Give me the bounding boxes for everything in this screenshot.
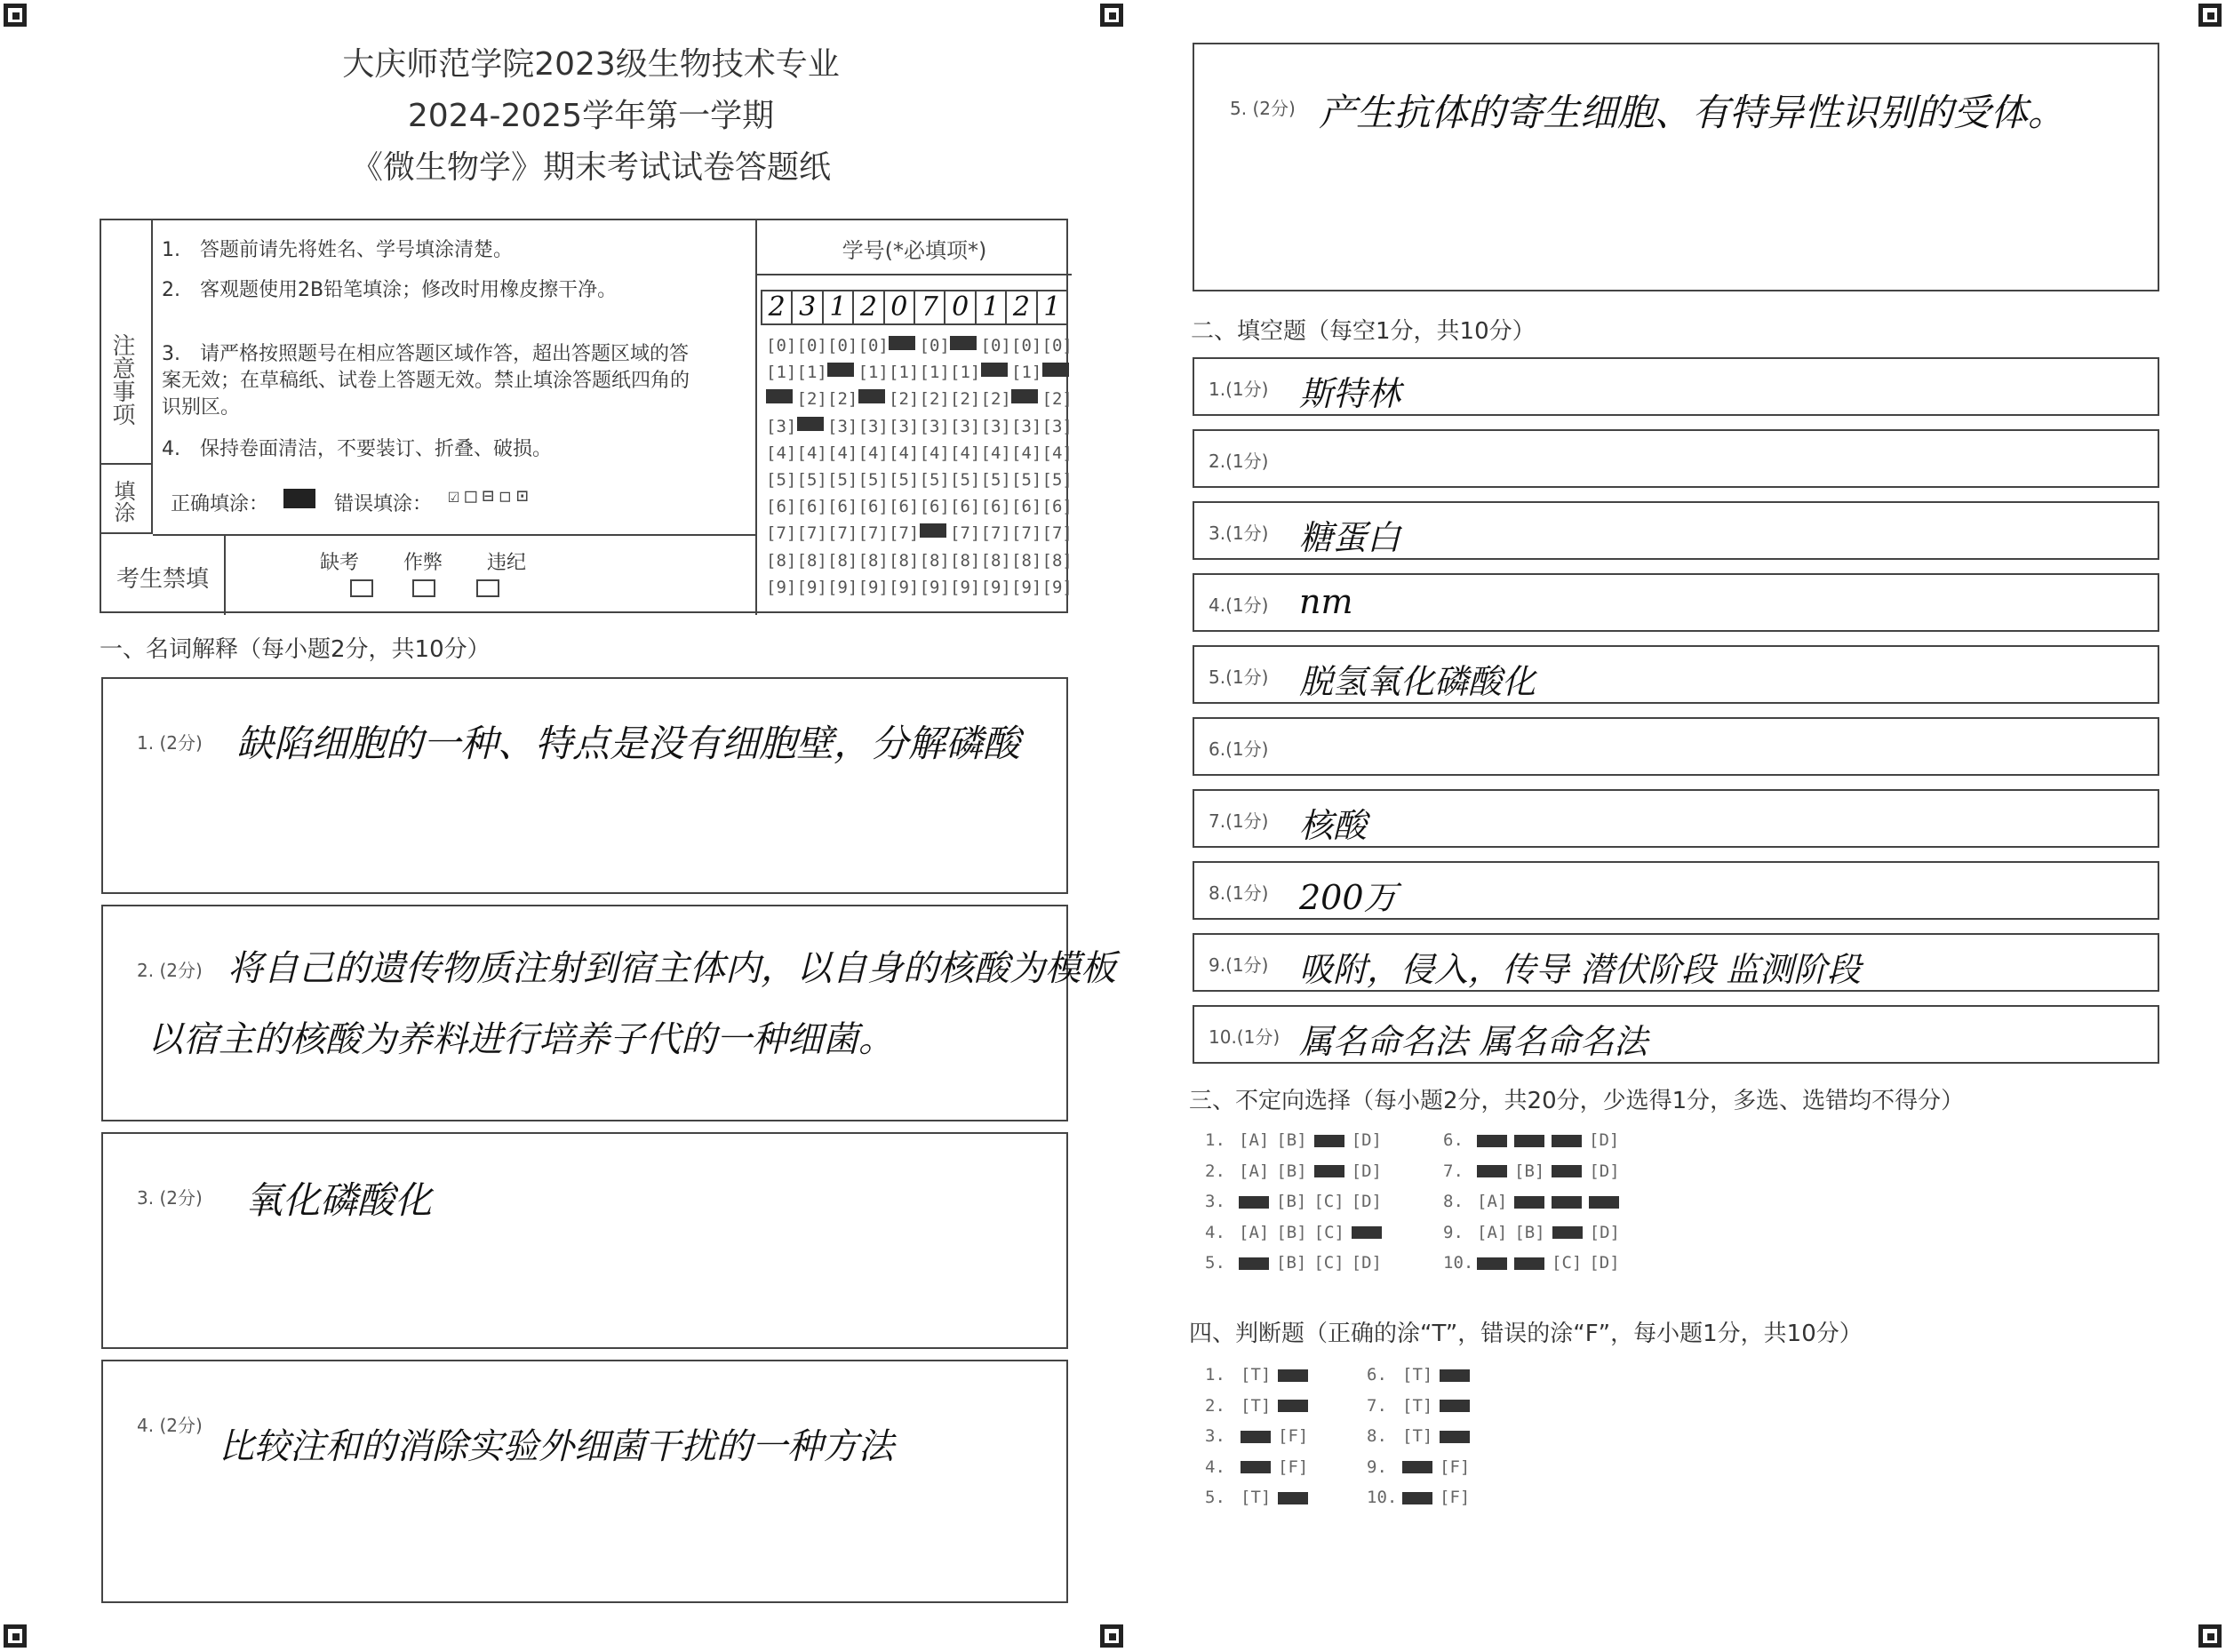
mc-option[interactable]: [B] — [1276, 1253, 1307, 1273]
student-id-bubble[interactable]: [4] — [1041, 443, 1073, 463]
tf-question-number: 7. — [1367, 1395, 1387, 1416]
header-line-1: 大庆师范学院2023级生物技术专业 — [342, 46, 840, 83]
forbidden-item-violation: 违纪 — [487, 552, 527, 574]
header-line-2: 2024-2025学年第一学期 — [407, 98, 775, 134]
student-id-bubble[interactable]: [7] — [950, 523, 981, 544]
mc-question-row — [1443, 1130, 1626, 1150]
student-id-digit-boxes — [761, 290, 1068, 325]
student-id-bubble-filled[interactable] — [766, 389, 793, 403]
student-id-bubble[interactable]: [6] — [980, 497, 1011, 517]
student-id-bubble[interactable]: [0] — [980, 336, 1011, 355]
fill-blank-label: 4.(1分) — [1209, 595, 1269, 616]
student-id-bubble[interactable]: [4] — [827, 443, 858, 463]
tf-option-filled[interactable] — [1241, 1461, 1271, 1473]
student-id-bubble-filled[interactable] — [920, 523, 946, 538]
fill-blank-box[interactable] — [1193, 429, 2159, 488]
tf-question-row — [1205, 1457, 1315, 1477]
mc-question-number: 1. — [1205, 1130, 1225, 1150]
student-id-bubble-filled[interactable] — [889, 336, 915, 350]
student-id-bubble[interactable]: [5] — [796, 470, 827, 490]
student-id-bubble[interactable]: [4] — [889, 443, 920, 463]
mc-option[interactable]: [B] — [1276, 1222, 1307, 1242]
student-id-bubble[interactable]: [8] — [980, 550, 1011, 571]
student-id-bubble[interactable]: [7] — [980, 523, 1011, 544]
q2-handwritten-answer-line1: 将自己的遗传物质注射到宿主体内，以自身的核酸为模板 — [227, 948, 1116, 989]
mc-question-number: 5. — [1205, 1253, 1225, 1273]
mc-option[interactable]: [D] — [1351, 1130, 1382, 1150]
student-id-bubble[interactable]: [8] — [919, 550, 950, 571]
mc-option-filled[interactable] — [1239, 1257, 1269, 1270]
student-id-digit-box[interactable]: 0 — [945, 291, 976, 323]
student-id-bubble[interactable]: [7] — [1011, 523, 1042, 544]
student-id-bubble[interactable]: [4] — [1011, 443, 1042, 463]
mc-option[interactable]: [D] — [1351, 1192, 1382, 1211]
section4-heading: 四、判断题（正确的涂“T”，错误的涂“F”，每小题1分，共10分） — [1189, 1321, 1863, 1347]
mc-option-filled[interactable] — [1477, 1135, 1507, 1147]
fill-blank-box[interactable] — [1193, 1005, 2159, 1064]
student-id-bubble[interactable]: [5] — [980, 470, 1011, 490]
tf-question-row — [1205, 1426, 1315, 1446]
mc-option-filled[interactable] — [1352, 1226, 1382, 1239]
student-id-digit-box[interactable]: 0 — [885, 291, 915, 323]
student-id-bubble[interactable]: [5] — [950, 470, 981, 490]
q4-label: 4. (2分) — [137, 1415, 203, 1436]
tf-option[interactable]: [T] — [1402, 1395, 1433, 1416]
mc-question-number: 2. — [1205, 1161, 1225, 1181]
fill-blank-box[interactable] — [1193, 501, 2159, 560]
tf-option-filled[interactable] — [1440, 1431, 1470, 1443]
forbidden-checkbox-absent[interactable] — [350, 579, 373, 597]
fill-blank-box[interactable] — [1193, 717, 2159, 776]
student-id-bubble-filled[interactable] — [1042, 363, 1069, 377]
student-id-bubble[interactable]: [8] — [766, 550, 797, 571]
mc-option-filled[interactable] — [1552, 1165, 1582, 1177]
mc-option-filled[interactable] — [1314, 1135, 1344, 1147]
mc-option-filled[interactable] — [1514, 1196, 1544, 1209]
mc-question-row — [1443, 1192, 1626, 1211]
wrong-fill-label: 错误填涂： — [334, 493, 433, 515]
fill-blank-box[interactable] — [1193, 357, 2159, 416]
student-id-bubble[interactable]: [0] — [796, 336, 827, 355]
mc-question-number: 3. — [1205, 1192, 1225, 1211]
student-id-bubble[interactable]: [8] — [950, 550, 981, 571]
q4-handwritten-answer: 比较注和的消除实验外细菌干扰的一种方法 — [219, 1426, 894, 1467]
tf-question-row — [1367, 1396, 1477, 1416]
tf-option-filled[interactable] — [1440, 1369, 1470, 1382]
notice-side-label: 注意事项 — [101, 220, 153, 465]
student-id-bubble[interactable]: [4] — [858, 443, 889, 463]
student-id-bubble[interactable]: [4] — [766, 443, 797, 463]
student-id-bubble[interactable]: [3] — [858, 416, 889, 436]
answer-box-4[interactable] — [101, 1360, 1068, 1603]
student-id-bubble[interactable]: [9] — [796, 577, 827, 597]
student-id-digit-box[interactable]: 1 — [977, 291, 1007, 323]
student-id-bubble[interactable]: [0] — [766, 336, 797, 355]
student-id-digit-box[interactable]: 1 — [824, 291, 854, 323]
mc-option-filled[interactable] — [1477, 1165, 1507, 1177]
student-id-bubble[interactable]: [2] — [1041, 389, 1073, 410]
forbidden-checkbox-violation[interactable] — [476, 579, 499, 597]
mc-option[interactable]: [A] — [1239, 1161, 1270, 1181]
student-id-panel — [755, 220, 1073, 615]
answer-box-3[interactable] — [101, 1132, 1068, 1349]
student-id-bubble[interactable]: [3] — [766, 416, 797, 436]
mc-option[interactable]: [B] — [1276, 1130, 1307, 1150]
fill-blank-label: 9.(1分) — [1209, 954, 1269, 976]
tf-option[interactable]: [T] — [1241, 1365, 1272, 1385]
mc-question-number: 10. — [1443, 1253, 1474, 1273]
corner-mark-bottom-left — [4, 1624, 27, 1648]
mc-question-row — [1205, 1192, 1389, 1211]
corner-mark-top-right — [2198, 4, 2222, 27]
fill-blank-label: 10.(1分) — [1209, 1026, 1281, 1048]
tf-option[interactable]: [T] — [1402, 1365, 1433, 1385]
tf-option[interactable]: [F] — [1278, 1456, 1309, 1477]
student-id-bubble[interactable]: [1] — [919, 363, 950, 383]
fill-blank-label: 8.(1分) — [1209, 882, 1269, 904]
corner-mark-top-left — [4, 4, 27, 27]
fill-side-label: 填涂 — [101, 465, 153, 534]
student-id-bubble[interactable]: [5] — [889, 470, 920, 490]
student-id-bubble[interactable]: [0] — [1011, 336, 1042, 355]
student-id-bubble[interactable]: [7] — [858, 523, 889, 544]
mc-option[interactable]: [B] — [1514, 1161, 1545, 1181]
student-id-label-line — [757, 274, 1072, 275]
student-id-digit-box[interactable]: 2 — [762, 291, 793, 323]
q3-handwritten-answer: 氧化磷酸化 — [245, 1178, 433, 1222]
tf-question-number: 3. — [1205, 1426, 1225, 1446]
mc-option-filled[interactable] — [1514, 1257, 1544, 1270]
fill-blank-handwritten-answer: 属名命名法 属名命名法 — [1299, 1022, 1648, 1061]
student-id-bubble[interactable]: [2] — [919, 389, 950, 410]
section2-heading: 二、填空题（每空1分，共10分） — [1191, 318, 1536, 345]
tf-question-row — [1367, 1365, 1477, 1385]
student-id-bubble[interactable]: [8] — [1041, 550, 1073, 571]
tf-option-filled[interactable] — [1278, 1400, 1308, 1412]
student-id-bubble[interactable]: [5] — [1041, 470, 1073, 490]
tf-option-filled[interactable] — [1440, 1400, 1470, 1412]
student-id-bubble[interactable]: [7] — [889, 523, 920, 544]
fill-blank-box[interactable] — [1193, 861, 2159, 920]
student-id-bubble[interactable]: [3] — [950, 416, 981, 436]
student-id-digit-box[interactable]: 2 — [1007, 291, 1037, 323]
mc-question-number: 7. — [1443, 1161, 1464, 1181]
mc-option[interactable]: [B] — [1276, 1161, 1307, 1181]
mc-option[interactable]: [A] — [1477, 1192, 1508, 1211]
q2-handwritten-answer-line2: 以宿主的核酸为养料进行培养子代的一种细菌。 — [148, 1019, 894, 1060]
student-id-bubble[interactable]: [2] — [889, 389, 920, 410]
student-id-bubble[interactable]: [8] — [889, 550, 920, 571]
mc-option-filled[interactable] — [1477, 1257, 1507, 1270]
student-id-bubble[interactable]: [8] — [1011, 550, 1042, 571]
student-id-bubble[interactable]: [6] — [766, 497, 797, 517]
mc-option[interactable]: [C] — [1313, 1222, 1344, 1242]
mc-option[interactable]: [A] — [1477, 1222, 1508, 1242]
mc-question-number: 9. — [1443, 1222, 1464, 1242]
tf-question-row — [1205, 1365, 1315, 1385]
student-id-bubble[interactable]: [5] — [1011, 470, 1042, 490]
mc-option[interactable]: [C] — [1313, 1253, 1344, 1273]
tf-option-filled[interactable] — [1402, 1492, 1432, 1504]
student-id-bubble[interactable]: [3] — [919, 416, 950, 436]
mc-option[interactable]: [D] — [1589, 1130, 1620, 1150]
student-id-bubble[interactable]: [8] — [827, 550, 858, 571]
tf-option[interactable]: [F] — [1440, 1456, 1471, 1477]
student-id-bubble[interactable]: [9] — [980, 577, 1011, 597]
student-id-bubble[interactable]: [3] — [980, 416, 1011, 436]
mc-option[interactable]: [A] — [1239, 1222, 1270, 1242]
tf-option[interactable]: [T] — [1402, 1426, 1433, 1446]
forbidden-item-cheat: 作弊 — [403, 552, 443, 574]
wrong-fill-samples: ☑□⊟◻⊡ — [448, 485, 534, 507]
fill-blank-box[interactable] — [1193, 573, 2159, 632]
student-id-bubble[interactable]: [6] — [1011, 497, 1042, 517]
q1-handwritten-answer: 缺陷细胞的一种、特点是没有细胞壁，分解磷酸 — [236, 722, 1021, 765]
student-id-digit-box[interactable]: 2 — [854, 291, 884, 323]
student-id-bubble[interactable]: [4] — [919, 443, 950, 463]
mc-question-number: 6. — [1443, 1130, 1464, 1150]
student-id-digit-box[interactable]: 3 — [793, 291, 823, 323]
q5-handwritten-answer: 产生抗体的寄生细胞、有特异性识别的受体。 — [1319, 91, 2066, 134]
mc-option-filled[interactable] — [1589, 1196, 1619, 1209]
q3-label: 3. (2分) — [137, 1187, 203, 1209]
fill-blank-handwritten-answer: 200万 — [1299, 878, 1398, 917]
student-id-bubble[interactable]: [1] — [796, 363, 827, 383]
mc-option[interactable]: [C] — [1552, 1253, 1583, 1273]
mc-option[interactable]: [D] — [1351, 1161, 1382, 1181]
tf-question-row — [1367, 1426, 1477, 1446]
student-id-bubble[interactable]: [6] — [889, 497, 920, 517]
fill-blank-handwritten-answer: 吸附，侵入，传导 潜伏阶段 监测阶段 — [1299, 950, 1862, 989]
student-id-bubble[interactable]: [6] — [950, 497, 981, 517]
tf-question-row — [1367, 1488, 1477, 1507]
tf-option[interactable]: [F] — [1278, 1426, 1309, 1446]
student-id-bubble[interactable]: [3] — [1011, 416, 1042, 436]
q1-label: 1. (2分) — [137, 732, 203, 754]
notice-item-4: 4. 保持卷面清洁，不要装订、折叠、破损。 — [162, 438, 552, 460]
student-id-bubble[interactable]: [9] — [1041, 577, 1073, 597]
student-id-bubble[interactable]: [5] — [858, 470, 889, 490]
student-id-bubble[interactable]: [2] — [827, 389, 858, 410]
student-id-bubble-filled[interactable] — [1011, 389, 1038, 403]
mc-question-number: 4. — [1205, 1222, 1225, 1242]
mc-option[interactable]: [D] — [1589, 1161, 1620, 1181]
mc-option-filled[interactable] — [1514, 1135, 1544, 1147]
corner-mark-bottom-center — [1100, 1624, 1123, 1648]
mc-option[interactable]: [D] — [1589, 1253, 1620, 1273]
fill-blank-label: 5.(1分) — [1209, 666, 1269, 688]
tf-option[interactable]: [T] — [1241, 1488, 1272, 1507]
student-id-bubble[interactable]: [9] — [858, 577, 889, 597]
student-id-bubble[interactable]: [3] — [827, 416, 858, 436]
student-id-bubble-filled[interactable] — [827, 363, 854, 377]
student-id-bubble-grid — [757, 332, 1072, 608]
mc-option-filled[interactable] — [1552, 1226, 1583, 1239]
tf-question-number: 5. — [1205, 1488, 1225, 1507]
fill-divider — [153, 534, 755, 536]
mc-option-filled[interactable] — [1552, 1196, 1582, 1209]
forbidden-checkbox-cheat[interactable] — [412, 579, 435, 597]
header-line-3: 《微生物学》期末考试试卷答题纸 — [350, 149, 831, 186]
tf-option-filled[interactable] — [1241, 1431, 1271, 1443]
fill-blank-handwritten-answer: 糖蛋白 — [1299, 518, 1401, 557]
mc-question-row — [1205, 1223, 1389, 1242]
tf-option-filled[interactable] — [1278, 1492, 1308, 1504]
notice-item-1: 1. 答题前请先将姓名、学号填涂清楚。 — [162, 239, 513, 261]
student-id-bubble-filled[interactable] — [981, 363, 1008, 377]
student-id-bubble[interactable]: [0] — [827, 336, 858, 355]
tf-option[interactable]: [T] — [1241, 1395, 1272, 1416]
tf-question-row — [1205, 1488, 1315, 1507]
fill-blank-label: 2.(1分) — [1209, 451, 1269, 472]
student-id-bubble[interactable]: [1] — [858, 363, 889, 383]
student-id-bubble[interactable]: [7] — [766, 523, 797, 544]
student-id-bubble[interactable]: [3] — [1041, 416, 1073, 436]
answer-box-2[interactable] — [101, 905, 1116, 1121]
mc-question-row — [1443, 1253, 1627, 1273]
student-id-bubble[interactable]: [2] — [796, 389, 827, 410]
mc-option[interactable]: [B] — [1514, 1222, 1545, 1242]
tf-question-number: 9. — [1367, 1456, 1387, 1477]
q5-label: 5. (2分) — [1230, 98, 1296, 119]
answer-box-5[interactable] — [1193, 43, 2159, 291]
answer-box-1[interactable] — [101, 677, 1068, 894]
student-id-bubble[interactable]: [6] — [796, 497, 827, 517]
mc-option[interactable]: [C] — [1313, 1192, 1344, 1211]
student-id-bubble[interactable]: [6] — [827, 497, 858, 517]
corner-mark-top-center — [1100, 4, 1123, 27]
mc-question-row — [1443, 1161, 1627, 1181]
student-id-bubble[interactable]: [2] — [980, 389, 1011, 410]
tf-question-number: 8. — [1367, 1426, 1387, 1446]
mc-option-filled[interactable] — [1314, 1165, 1344, 1177]
notice-item-2: 2. 客观题使用2B铅笔填涂；修改时用橡皮擦干净。 — [162, 279, 618, 301]
correct-fill-sample — [283, 489, 315, 508]
student-id-bubble[interactable]: [7] — [1041, 523, 1073, 544]
student-id-bubble[interactable]: [5] — [827, 470, 858, 490]
fill-blank-label: 3.(1分) — [1209, 523, 1269, 544]
student-id-digit-box[interactable]: 1 — [1043, 291, 1061, 323]
tf-question-number: 6. — [1367, 1365, 1387, 1385]
student-id-bubble[interactable]: [5] — [766, 470, 797, 490]
student-id-bubble[interactable]: [6] — [919, 497, 950, 517]
section1-heading: 一、名词解释（每小题2分，共10分） — [100, 636, 491, 663]
student-id-bubble[interactable]: [3] — [889, 416, 920, 436]
mc-question-row — [1443, 1223, 1627, 1242]
student-id-bubble[interactable]: [6] — [858, 497, 889, 517]
student-id-bubble[interactable]: [1] — [766, 363, 797, 383]
student-id-bubble[interactable]: [1] — [1011, 363, 1042, 383]
mc-option-filled[interactable] — [1552, 1135, 1582, 1147]
mc-question-number: 8. — [1443, 1192, 1464, 1211]
student-id-bubble[interactable]: [0] — [1041, 336, 1073, 355]
student-id-bubble[interactable]: [0] — [919, 336, 950, 355]
notice-item-3: 3. 请严格按照题号在相应答题区域作答，超出答题区域的答案无效；在草稿纸、试卷上答题无效。禁止填涂答题纸四角的识别区。 — [162, 343, 690, 419]
mc-question-row — [1205, 1161, 1389, 1181]
mc-option[interactable]: [D] — [1351, 1253, 1382, 1273]
fill-blank-box[interactable] — [1193, 933, 2159, 992]
student-id-bubble[interactable]: [8] — [796, 550, 827, 571]
mc-option[interactable]: [B] — [1276, 1192, 1307, 1211]
mc-option[interactable]: [D] — [1589, 1222, 1620, 1242]
fill-blank-handwritten-answer: 脱氢氧化磷酸化 — [1299, 662, 1536, 701]
fill-blank-box[interactable] — [1193, 789, 2159, 848]
student-id-digit-box[interactable]: 7 — [915, 291, 945, 323]
fill-blank-handwritten-answer: nm — [1299, 582, 1353, 621]
tf-question-number: 4. — [1205, 1456, 1225, 1477]
student-id-bubble[interactable]: [4] — [950, 443, 981, 463]
forbidden-label: 考生禁填 — [101, 534, 226, 615]
student-id-bubble[interactable]: [7] — [796, 523, 827, 544]
fill-blank-label: 6.(1分) — [1209, 738, 1269, 760]
tf-option-filled[interactable] — [1278, 1369, 1308, 1382]
tf-question-number: 2. — [1205, 1395, 1225, 1416]
student-id-bubble[interactable]: [9] — [827, 577, 858, 597]
tf-option-filled[interactable] — [1402, 1461, 1432, 1473]
correct-fill-label: 正确填涂： — [171, 493, 269, 515]
forbidden-item-absent: 缺考 — [320, 552, 360, 574]
tf-question-number: 10. — [1367, 1488, 1398, 1507]
fill-blank-box[interactable] — [1193, 645, 2159, 704]
student-id-bubble[interactable]: [4] — [980, 443, 1011, 463]
student-id-bubble[interactable]: [7] — [827, 523, 858, 544]
student-id-bubble[interactable]: [9] — [889, 577, 920, 597]
mc-option-filled[interactable] — [1239, 1196, 1269, 1209]
student-id-bubble[interactable]: [1] — [889, 363, 920, 383]
tf-question-row — [1367, 1457, 1477, 1477]
section3-heading: 三、不定向选择（每小题2分，共20分，少选得1分，多选、选错均不得分） — [1189, 1088, 1965, 1114]
tf-question-number: 1. — [1205, 1365, 1225, 1385]
corner-mark-bottom-right — [2198, 1624, 2222, 1648]
fill-blank-label: 7.(1分) — [1209, 810, 1269, 832]
student-id-label: 学号(*必填项*) — [842, 238, 987, 263]
mc-option[interactable]: [A] — [1239, 1130, 1270, 1150]
q2-label: 2. (2分) — [137, 960, 203, 981]
student-id-bubble[interactable]: [9] — [919, 577, 950, 597]
tf-question-row — [1205, 1396, 1315, 1416]
student-id-bubble[interactable]: [8] — [858, 550, 889, 571]
student-id-bubble[interactable]: [2] — [950, 389, 981, 410]
student-id-bubble[interactable]: [9] — [1011, 577, 1042, 597]
fill-blank-handwritten-answer: 斯特林 — [1299, 374, 1401, 413]
student-id-bubble-filled[interactable] — [797, 417, 824, 431]
student-id-bubble[interactable]: [4] — [796, 443, 827, 463]
fill-blank-handwritten-answer: 核酸 — [1299, 806, 1368, 845]
student-id-bubble-filled[interactable] — [858, 389, 885, 403]
student-id-bubble[interactable]: [9] — [950, 577, 981, 597]
info-block — [100, 219, 1073, 613]
student-id-bubble[interactable]: [0] — [858, 336, 889, 355]
tf-option[interactable]: [F] — [1440, 1488, 1471, 1507]
student-id-bubble[interactable]: [9] — [766, 577, 797, 597]
mc-question-row — [1205, 1253, 1389, 1273]
student-id-bubble[interactable]: [5] — [919, 470, 950, 490]
student-id-bubble[interactable]: [1] — [950, 363, 981, 383]
student-id-bubble-filled[interactable] — [950, 336, 977, 350]
fill-blank-label: 1.(1分) — [1209, 379, 1269, 400]
mc-question-row — [1205, 1130, 1389, 1150]
student-id-bubble[interactable]: [6] — [1041, 497, 1073, 517]
